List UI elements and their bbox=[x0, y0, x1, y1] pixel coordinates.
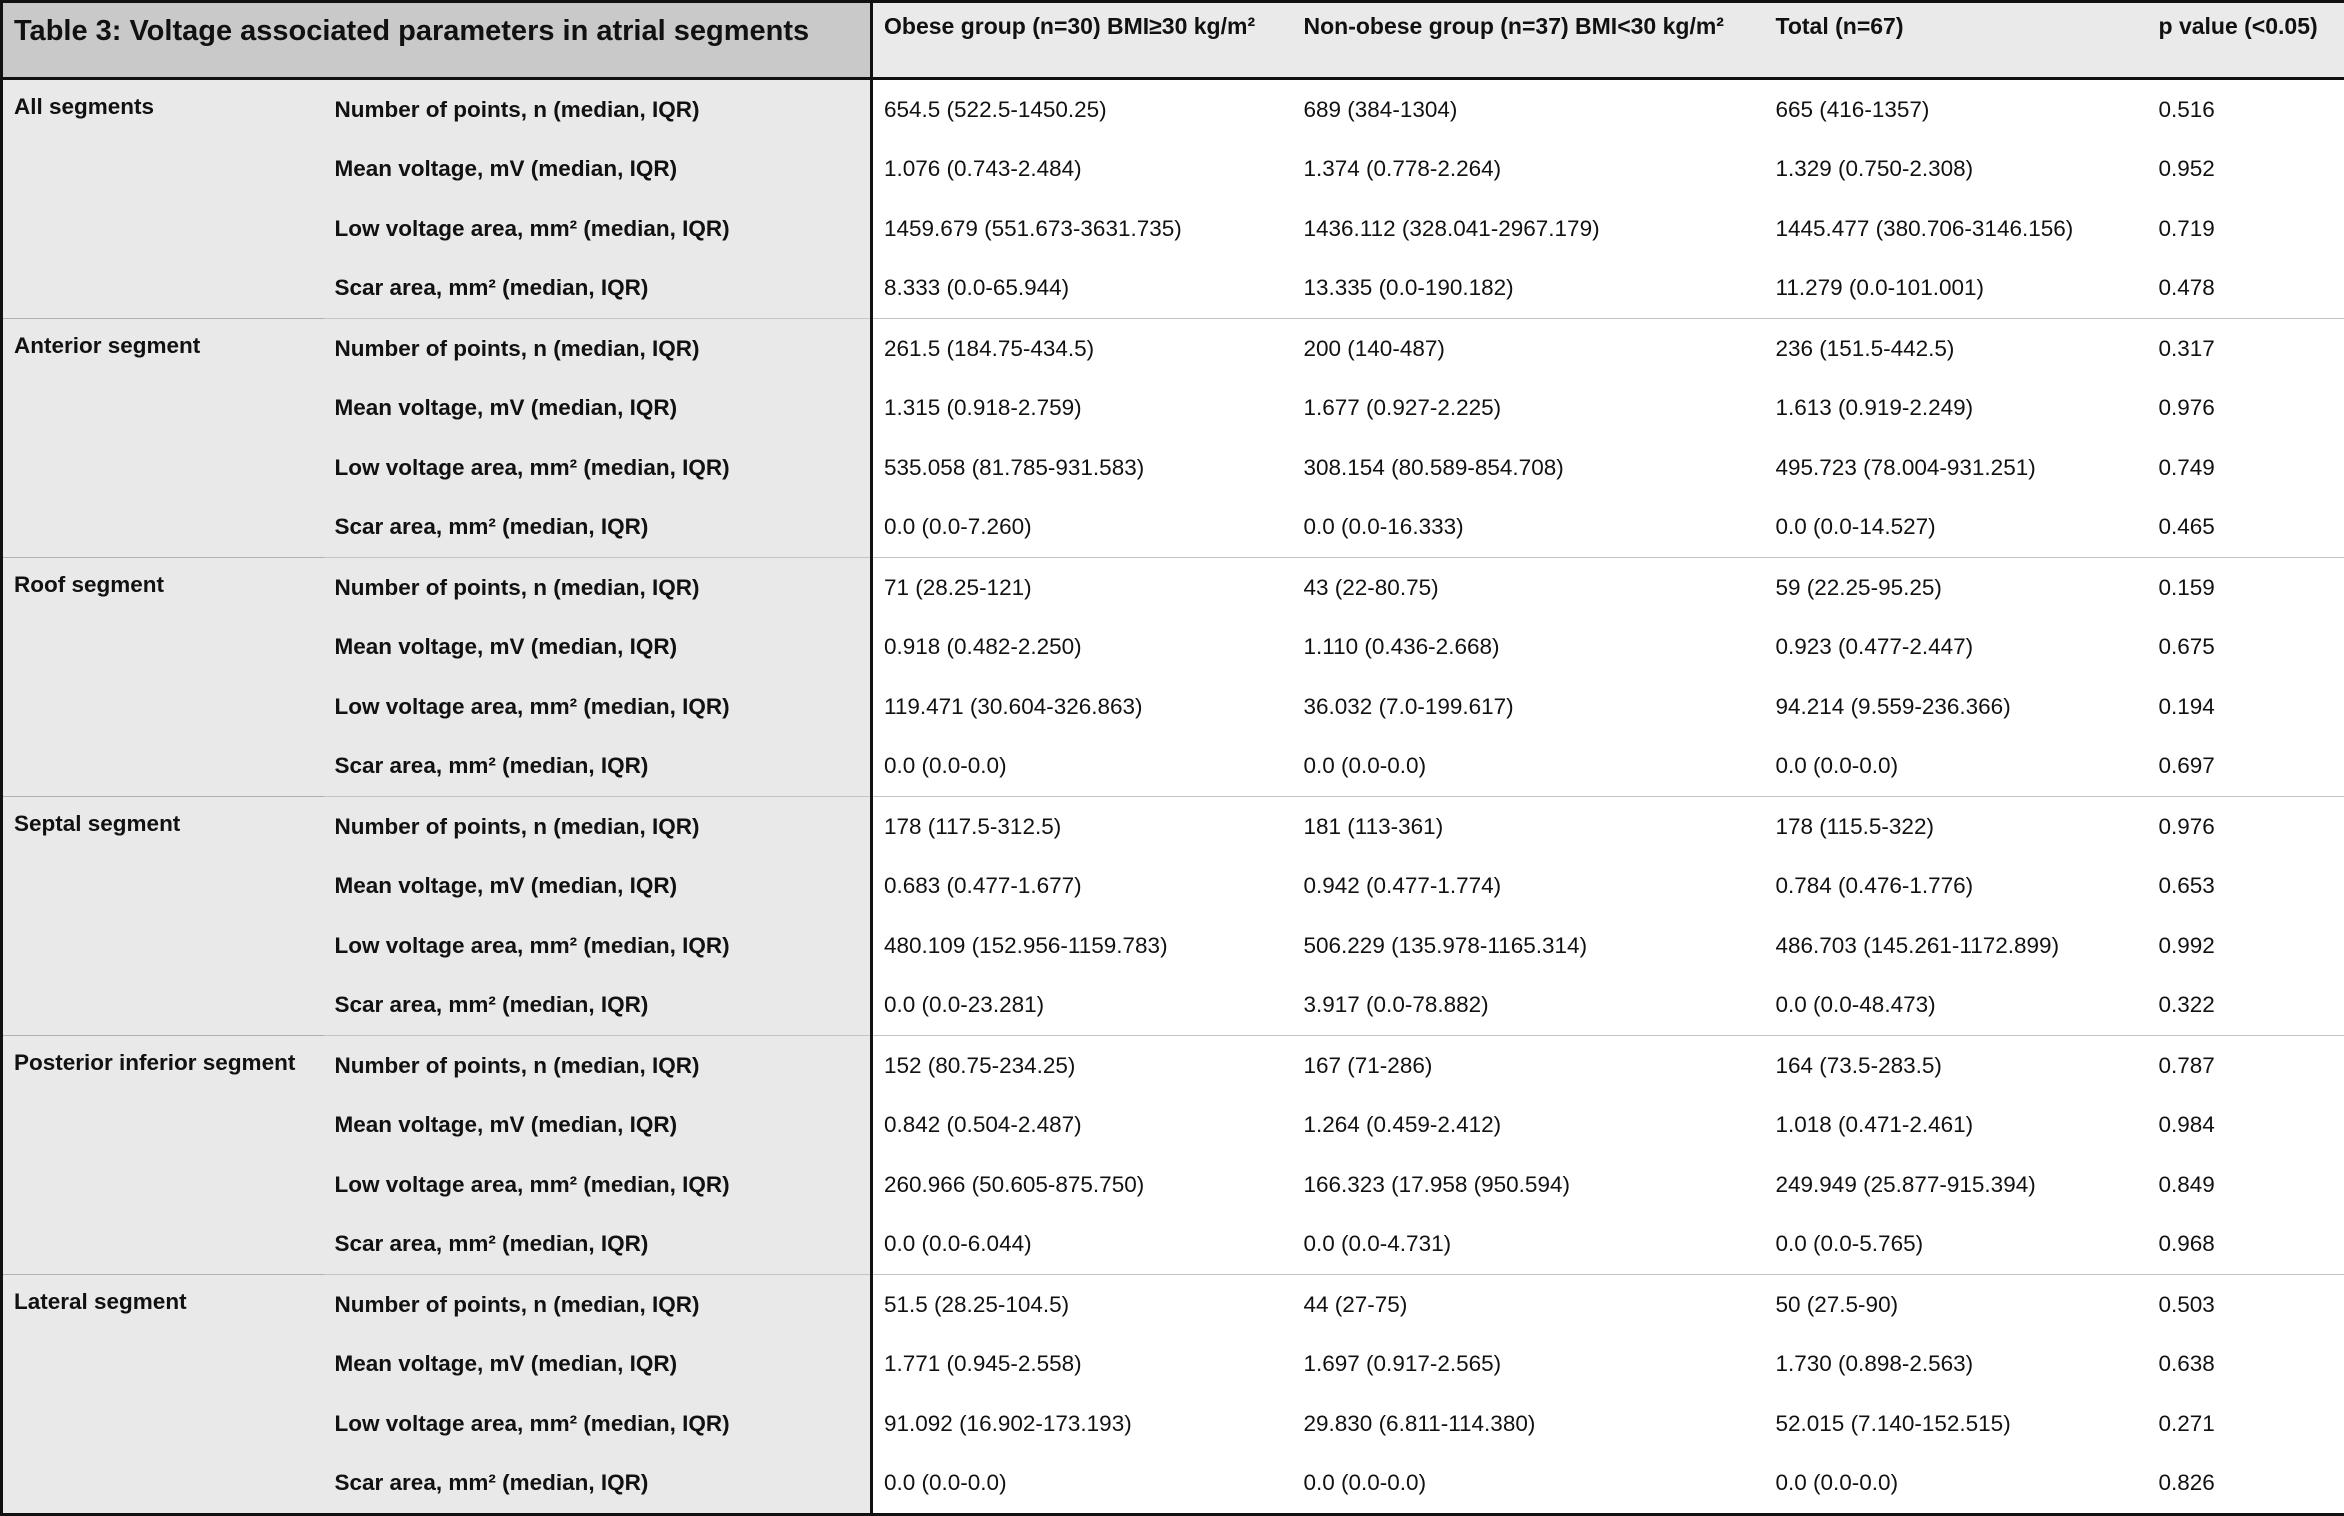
total-value: 178 (115.5-322) bbox=[1765, 797, 2148, 857]
obese-value: 480.109 (152.956-1159.783) bbox=[872, 916, 1293, 976]
column-header-p-value: p value (<0.05) bbox=[2148, 2, 2344, 79]
p-value: 0.826 bbox=[2148, 1454, 2344, 1515]
nonobese-value: 1.697 (0.917-2.565) bbox=[1293, 1335, 1765, 1395]
nonobese-value: 0.942 (0.477-1.774) bbox=[1293, 857, 1765, 917]
total-value: 0.0 (0.0-14.527) bbox=[1765, 498, 2148, 558]
obese-value: 91.092 (16.902-173.193) bbox=[872, 1394, 1293, 1454]
total-value: 0.0 (0.0-0.0) bbox=[1765, 737, 2148, 797]
total-value: 486.703 (145.261-1172.899) bbox=[1765, 916, 2148, 976]
parameter-label: Scar area, mm² (median, IQR) bbox=[324, 498, 872, 558]
nonobese-value: 1.677 (0.927-2.225) bbox=[1293, 379, 1765, 439]
p-value: 0.317 bbox=[2148, 319, 2344, 379]
nonobese-value: 0.0 (0.0-4.731) bbox=[1293, 1215, 1765, 1275]
p-value: 0.675 bbox=[2148, 618, 2344, 678]
total-value: 0.923 (0.477-2.447) bbox=[1765, 618, 2148, 678]
total-value: 52.015 (7.140-152.515) bbox=[1765, 1394, 2148, 1454]
segment-label-septal-segment: Septal segment bbox=[2, 797, 324, 1036]
segment-label-anterior-segment: Anterior segment bbox=[2, 319, 324, 558]
obese-value: 1.076 (0.743-2.484) bbox=[872, 140, 1293, 200]
segment-label-lateral-segment: Lateral segment bbox=[2, 1275, 324, 1515]
parameter-label: Scar area, mm² (median, IQR) bbox=[324, 1215, 872, 1275]
table-row bbox=[2, 319, 2344, 379]
parameter-label: Mean voltage, mV (median, IQR) bbox=[324, 857, 872, 917]
obese-value: 119.471 (30.604-326.863) bbox=[872, 677, 1293, 737]
parameter-label: Scar area, mm² (median, IQR) bbox=[324, 737, 872, 797]
p-value: 0.503 bbox=[2148, 1275, 2344, 1335]
header-row bbox=[2, 2, 2344, 79]
table-row bbox=[2, 140, 2344, 200]
table-row bbox=[2, 1454, 2344, 1515]
nonobese-value: 0.0 (0.0-0.0) bbox=[1293, 737, 1765, 797]
total-value: 94.214 (9.559-236.366) bbox=[1765, 677, 2148, 737]
nonobese-value: 43 (22-80.75) bbox=[1293, 558, 1765, 618]
total-value: 0.784 (0.476-1.776) bbox=[1765, 857, 2148, 917]
p-value: 0.478 bbox=[2148, 259, 2344, 319]
nonobese-value: 506.229 (135.978-1165.314) bbox=[1293, 916, 1765, 976]
total-value: 495.723 (78.004-931.251) bbox=[1765, 438, 2148, 498]
parameter-label: Number of points, n (median, IQR) bbox=[324, 558, 872, 618]
obese-value: 71 (28.25-121) bbox=[872, 558, 1293, 618]
p-value: 0.849 bbox=[2148, 1155, 2344, 1215]
segment-label-posterior-inferior-segment: Posterior inferior segment bbox=[2, 1036, 324, 1275]
obese-value: 0.0 (0.0-0.0) bbox=[872, 1454, 1293, 1515]
obese-value: 0.0 (0.0-7.260) bbox=[872, 498, 1293, 558]
parameter-label: Number of points, n (median, IQR) bbox=[324, 1275, 872, 1335]
table-row bbox=[2, 438, 2344, 498]
p-value: 0.984 bbox=[2148, 1096, 2344, 1156]
p-value: 0.787 bbox=[2148, 1036, 2344, 1096]
p-value: 0.697 bbox=[2148, 737, 2344, 797]
parameter-label: Mean voltage, mV (median, IQR) bbox=[324, 379, 872, 439]
parameter-label: Scar area, mm² (median, IQR) bbox=[324, 259, 872, 319]
nonobese-value: 44 (27-75) bbox=[1293, 1275, 1765, 1335]
p-value: 0.271 bbox=[2148, 1394, 2344, 1454]
p-value: 0.638 bbox=[2148, 1335, 2344, 1395]
parameter-label: Number of points, n (median, IQR) bbox=[324, 79, 872, 140]
total-value: 59 (22.25-95.25) bbox=[1765, 558, 2148, 618]
table-row bbox=[2, 1215, 2344, 1275]
nonobese-value: 200 (140-487) bbox=[1293, 319, 1765, 379]
table-row bbox=[2, 1036, 2344, 1096]
parameter-label: Scar area, mm² (median, IQR) bbox=[324, 1454, 872, 1515]
table-row bbox=[2, 976, 2344, 1036]
column-header-obese: Obese group (n=30) BMI≥30 kg/m² bbox=[872, 2, 1293, 79]
table-row bbox=[2, 797, 2344, 857]
obese-value: 0.0 (0.0-0.0) bbox=[872, 737, 1293, 797]
table-row bbox=[2, 79, 2344, 140]
segment-label-all-segments: All segments bbox=[2, 79, 324, 319]
total-value: 0.0 (0.0-5.765) bbox=[1765, 1215, 2148, 1275]
obese-value: 1459.679 (551.673-3631.735) bbox=[872, 199, 1293, 259]
nonobese-value: 36.032 (7.0-199.617) bbox=[1293, 677, 1765, 737]
obese-value: 51.5 (28.25-104.5) bbox=[872, 1275, 1293, 1335]
p-value: 0.968 bbox=[2148, 1215, 2344, 1275]
obese-value: 0.0 (0.0-6.044) bbox=[872, 1215, 1293, 1275]
nonobese-value: 1.110 (0.436-2.668) bbox=[1293, 618, 1765, 678]
obese-value: 535.058 (81.785-931.583) bbox=[872, 438, 1293, 498]
column-header-total: Total (n=67) bbox=[1765, 2, 2148, 79]
parameter-label: Low voltage area, mm² (median, IQR) bbox=[324, 199, 872, 259]
obese-value: 0.842 (0.504-2.487) bbox=[872, 1096, 1293, 1156]
p-value: 0.322 bbox=[2148, 976, 2344, 1036]
obese-value: 654.5 (522.5-1450.25) bbox=[872, 79, 1293, 140]
obese-value: 261.5 (184.75-434.5) bbox=[872, 319, 1293, 379]
nonobese-value: 1.374 (0.778-2.264) bbox=[1293, 140, 1765, 200]
parameter-label: Mean voltage, mV (median, IQR) bbox=[324, 1335, 872, 1395]
total-value: 1445.477 (380.706-3146.156) bbox=[1765, 199, 2148, 259]
nonobese-value: 166.323 (17.958 (950.594) bbox=[1293, 1155, 1765, 1215]
table-row bbox=[2, 737, 2344, 797]
table-body bbox=[2, 79, 2344, 1515]
parameter-label: Scar area, mm² (median, IQR) bbox=[324, 976, 872, 1036]
parameter-label: Number of points, n (median, IQR) bbox=[324, 319, 872, 379]
table-row bbox=[2, 1394, 2344, 1454]
p-value: 0.976 bbox=[2148, 379, 2344, 439]
parameter-label: Low voltage area, mm² (median, IQR) bbox=[324, 438, 872, 498]
parameter-label: Low voltage area, mm² (median, IQR) bbox=[324, 1394, 872, 1454]
p-value: 0.749 bbox=[2148, 438, 2344, 498]
nonobese-value: 167 (71-286) bbox=[1293, 1036, 1765, 1096]
obese-value: 0.0 (0.0-23.281) bbox=[872, 976, 1293, 1036]
p-value: 0.653 bbox=[2148, 857, 2344, 917]
table-row bbox=[2, 379, 2344, 439]
table-row bbox=[2, 498, 2344, 558]
total-value: 236 (151.5-442.5) bbox=[1765, 319, 2148, 379]
parameter-label: Mean voltage, mV (median, IQR) bbox=[324, 1096, 872, 1156]
parameter-label: Low voltage area, mm² (median, IQR) bbox=[324, 916, 872, 976]
total-value: 11.279 (0.0-101.001) bbox=[1765, 259, 2148, 319]
table-title: Table 3: Voltage associated parameters in atrial segments bbox=[2, 2, 872, 79]
table-row bbox=[2, 1155, 2344, 1215]
nonobese-value: 1.264 (0.459-2.412) bbox=[1293, 1096, 1765, 1156]
p-value: 0.465 bbox=[2148, 498, 2344, 558]
p-value: 0.992 bbox=[2148, 916, 2344, 976]
obese-value: 0.683 (0.477-1.677) bbox=[872, 857, 1293, 917]
p-value: 0.719 bbox=[2148, 199, 2344, 259]
nonobese-value: 181 (113-361) bbox=[1293, 797, 1765, 857]
parameter-label: Mean voltage, mV (median, IQR) bbox=[324, 140, 872, 200]
table-row bbox=[2, 916, 2344, 976]
table-row bbox=[2, 1275, 2344, 1335]
p-value: 0.952 bbox=[2148, 140, 2344, 200]
total-value: 1.329 (0.750-2.308) bbox=[1765, 140, 2148, 200]
nonobese-value: 13.335 (0.0-190.182) bbox=[1293, 259, 1765, 319]
nonobese-value: 308.154 (80.589-854.708) bbox=[1293, 438, 1765, 498]
nonobese-value: 0.0 (0.0-16.333) bbox=[1293, 498, 1765, 558]
parameter-label: Number of points, n (median, IQR) bbox=[324, 1036, 872, 1096]
obese-value: 1.315 (0.918-2.759) bbox=[872, 379, 1293, 439]
obese-value: 0.918 (0.482-2.250) bbox=[872, 618, 1293, 678]
p-value: 0.516 bbox=[2148, 79, 2344, 140]
parameter-label: Number of points, n (median, IQR) bbox=[324, 797, 872, 857]
table-row bbox=[2, 259, 2344, 319]
obese-value: 152 (80.75-234.25) bbox=[872, 1036, 1293, 1096]
nonobese-value: 1436.112 (328.041-2967.179) bbox=[1293, 199, 1765, 259]
total-value: 249.949 (25.877-915.394) bbox=[1765, 1155, 2148, 1215]
table-row bbox=[2, 857, 2344, 917]
total-value: 164 (73.5-283.5) bbox=[1765, 1036, 2148, 1096]
total-value: 50 (27.5-90) bbox=[1765, 1275, 2148, 1335]
segment-label-roof-segment: Roof segment bbox=[2, 558, 324, 797]
total-value: 0.0 (0.0-48.473) bbox=[1765, 976, 2148, 1036]
p-value: 0.976 bbox=[2148, 797, 2344, 857]
total-value: 1.018 (0.471-2.461) bbox=[1765, 1096, 2148, 1156]
table-row bbox=[2, 1335, 2344, 1395]
table-row bbox=[2, 618, 2344, 678]
nonobese-value: 0.0 (0.0-0.0) bbox=[1293, 1454, 1765, 1515]
parameter-label: Mean voltage, mV (median, IQR) bbox=[324, 618, 872, 678]
table-row bbox=[2, 558, 2344, 618]
table-row bbox=[2, 677, 2344, 737]
p-value: 0.194 bbox=[2148, 677, 2344, 737]
obese-value: 260.966 (50.605-875.750) bbox=[872, 1155, 1293, 1215]
nonobese-value: 3.917 (0.0-78.882) bbox=[1293, 976, 1765, 1036]
total-value: 0.0 (0.0-0.0) bbox=[1765, 1454, 2148, 1515]
column-header-nonobese: Non-obese group (n=37) BMI<30 kg/m² bbox=[1293, 2, 1765, 79]
total-value: 665 (416-1357) bbox=[1765, 79, 2148, 140]
parameter-label: Low voltage area, mm² (median, IQR) bbox=[324, 677, 872, 737]
total-value: 1.730 (0.898-2.563) bbox=[1765, 1335, 2148, 1395]
table-row bbox=[2, 1096, 2344, 1156]
obese-value: 178 (117.5-312.5) bbox=[872, 797, 1293, 857]
nonobese-value: 29.830 (6.811-114.380) bbox=[1293, 1394, 1765, 1454]
parameter-label: Low voltage area, mm² (median, IQR) bbox=[324, 1155, 872, 1215]
p-value: 0.159 bbox=[2148, 558, 2344, 618]
obese-value: 8.333 (0.0-65.944) bbox=[872, 259, 1293, 319]
table-row bbox=[2, 199, 2344, 259]
total-value: 1.613 (0.919-2.249) bbox=[1765, 379, 2148, 439]
obese-value: 1.771 (0.945-2.558) bbox=[872, 1335, 1293, 1395]
nonobese-value: 689 (384-1304) bbox=[1293, 79, 1765, 140]
